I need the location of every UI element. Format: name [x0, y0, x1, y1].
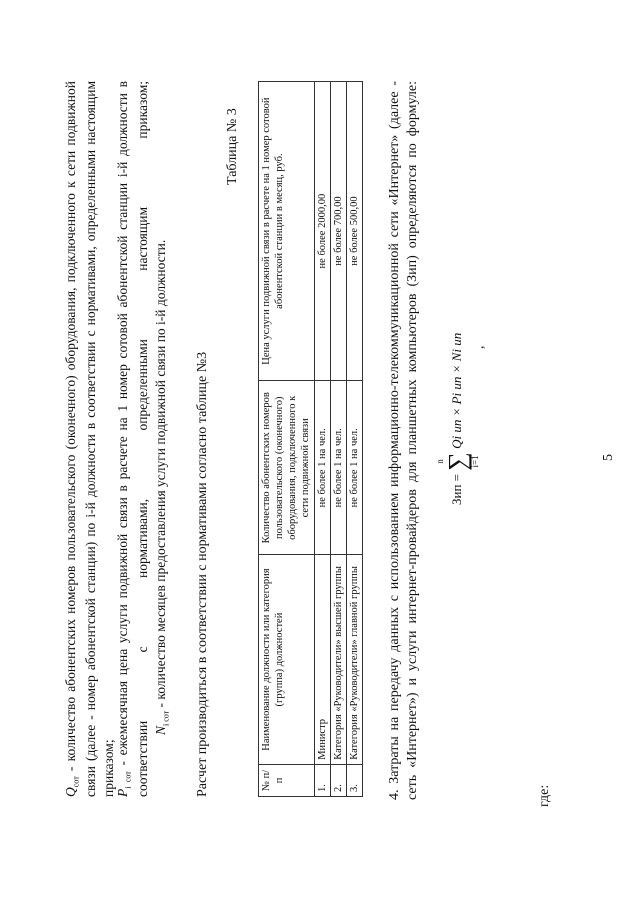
norms-table — [258, 81, 363, 797]
sum-lower-limit: i=1 — [470, 455, 480, 468]
definition-n — [152, 175, 172, 735]
cell-price: не более 2000,00 — [314, 82, 330, 381]
cell-position: Категория «Руководители» высшей группы — [330, 555, 346, 764]
definition-p-text: - ежемесячная цена услуги подвижной связи в расчете на 1 номер сотовой абонентской станции i-й должности в соответствии с нормативами, определенными настоящим приказом; — [115, 80, 151, 797]
cell-number: 3. — [346, 764, 362, 796]
cell-position: Министр — [314, 555, 330, 764]
symbol-q: $Q_{сот}$ — [63, 776, 81, 797]
table-row — [330, 82, 346, 797]
cell-number: 1. — [314, 764, 330, 796]
calculation-note: Расчет производиться в соответствии с нормативами согласно таблице №3 — [195, 351, 210, 797]
formula-equals: = — [448, 473, 464, 482]
formula-body: Qi ип × Pi ип × Ni ип — [448, 332, 464, 449]
cell-position: Категория «Руководители» главной группы — [346, 555, 362, 764]
header-quantity: Количество абонентских номеров пользовательского (оконечного) оборудования, подключенного к сети подвижной связи — [259, 381, 315, 555]
cell-price: не более 500,00 — [346, 82, 362, 381]
definition-q-text: - количество абонентских номеров пользовательского (оконечного) оборудования, подключенного к сети подвижной связи (далее - номер абонентской станции) по i-й должности в соответствии с нормативами, определенными настоящим приказом; — [63, 81, 117, 797]
header-price: Цена услуги подвижной связи в расчете на 1 номер сотовой абонентской станции в месяц, руб. — [259, 82, 315, 381]
section-4-text: 4. Затраты на передачу данных с использованием информационно-телекоммуникационной сети «Интернет» (далее - сеть «Интернет») и услуги интернет-провайдеров для планшетных компьютеров (Зип) определяются по формуле: — [387, 81, 421, 800]
symbol-p: $P_{i сот}$ — [115, 771, 133, 797]
sum-upper-limit: n — [435, 459, 445, 464]
where-label: где: — [537, 784, 552, 807]
table-title: Таблица № 3 — [225, 108, 240, 185]
table-row — [346, 82, 362, 797]
header-number: № п/п — [259, 764, 315, 796]
formula — [436, 333, 480, 505]
formula-trailing-comma: , — [471, 345, 486, 349]
cell-quantity: не более 1 на чел. — [330, 381, 346, 555]
definition-n-text: - количество месяцев предоставления услуги подвижной связи по i-й должности. — [153, 239, 168, 711]
cell-price: не более 700,00 — [330, 82, 346, 381]
page-number: 5 — [601, 454, 616, 461]
table-row — [314, 82, 330, 797]
definition-q — [62, 81, 118, 797]
header-position: Наименование должности или категория (группа) должностей — [259, 555, 315, 764]
table-header-row — [259, 82, 315, 797]
symbol-n: $N_{i сот}$ — [153, 710, 171, 735]
cell-quantity: не более 1 на чел. — [346, 381, 362, 555]
cell-number: 2. — [330, 764, 346, 796]
cell-quantity: не более 1 на чел. — [314, 381, 330, 555]
sum-sign: ∑ — [443, 452, 472, 471]
definition-p — [114, 81, 152, 797]
formula-lhs: Зип — [448, 484, 464, 505]
